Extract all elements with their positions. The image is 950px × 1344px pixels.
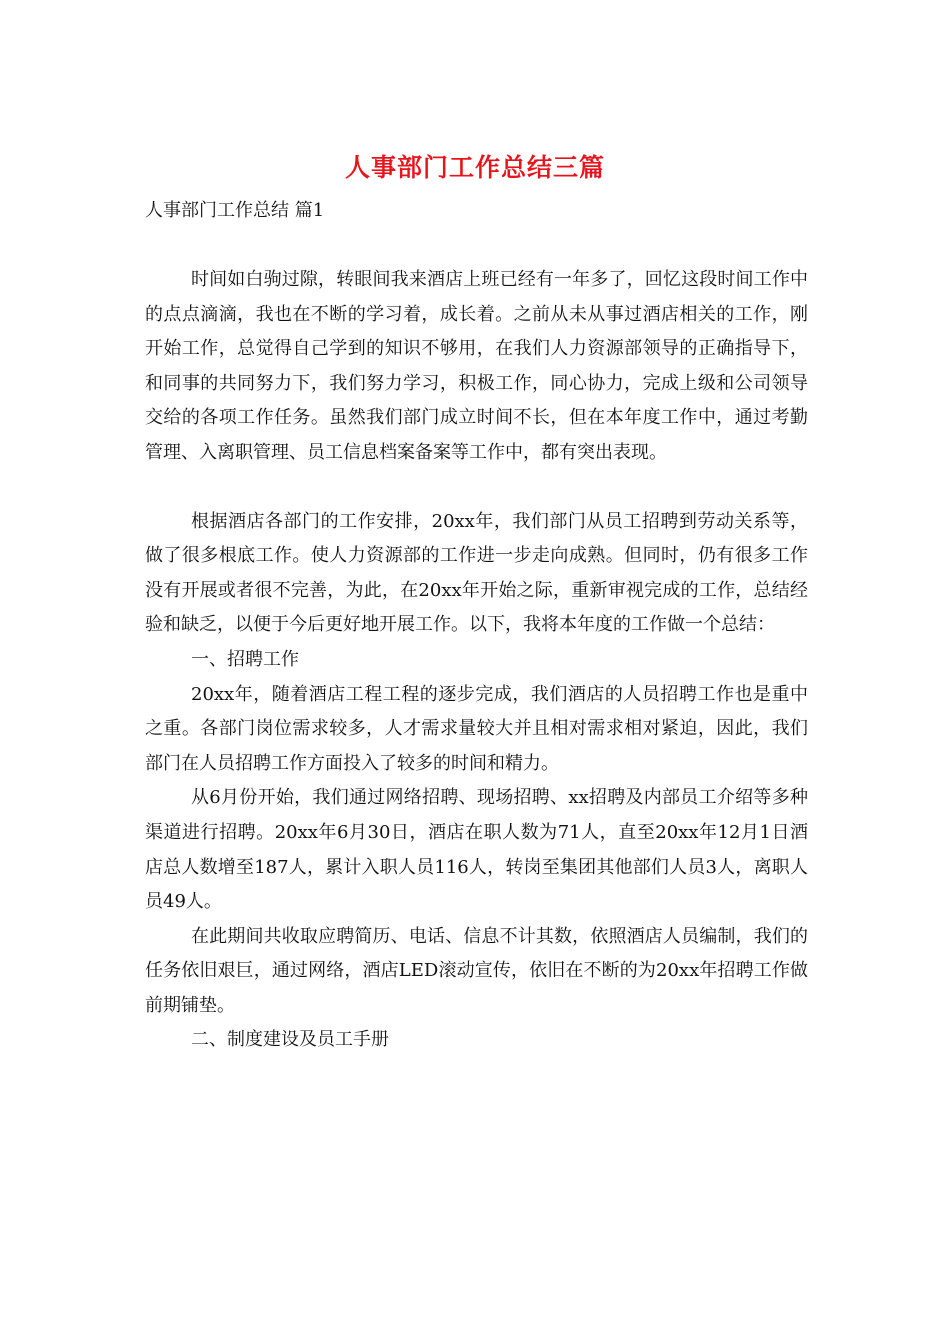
- heading-recruitment: 一、招聘工作: [191, 648, 299, 670]
- heading-system-building: 二、制度建设及员工手册: [191, 1029, 389, 1051]
- document-body: [145, 263, 808, 1058]
- paragraph-intro: 时间如白驹过隙，转眼间我来酒店上班已经有一年多了，回忆这段时间工作中的点点滴滴，我也在不断的学习着，成长着。之前从未从事过酒店相关的工作，刚开始工作，总觉得自己学到的知识不够用，在我们人力资源部领导的正确指导下，和同事的共同努力下，我们努力学习，积极工作，同心协力，完成上级和公司领导交给的各项工作任务。虽然我们部门成立时间不长，但在本年度工作中，通过考勤管理、入离职管理、员工信息档案备案等工作中，都有突出表现。: [145, 269, 808, 463]
- paragraph-recruitment-3: 在此期间共收取应聘简历、电话、信息不计其数，依照酒店人员编制，我们的任务依旧艰巨，通过网络，酒店LED滚动宣传，依旧在不断的为20xx年招聘工作做前期铺垫。: [145, 925, 808, 1016]
- section-subtitle: 人事部门工作总结 篇1: [145, 200, 325, 221]
- paragraph-recruitment-1: 20xx年，随着酒店工程工程的逐步完成，我们酒店的人员招聘工作也是重中之重。各部门岗位需求较多，人才需求量较大并且相对需求相对紧迫，因此，我们部门在人员招聘工作方面投入了较多的时间和精力。: [145, 683, 808, 774]
- paragraph-overview: 根据酒店各部门的工作安排，20xx年，我们部门从员工招聘到劳动关系等，做了很多根底工作。使人力资源部的工作进一步走向成熟。但同时，仍有很多工作没有开展或者很不完善，为此，在20xx年开始之际，重新审视完成的工作，总结经验和缺乏，以便于今后更好地开展工作。以下，我将本年度的工作做一个总结：: [145, 510, 808, 636]
- paragraph-recruitment-2: 从6月份开始，我们通过网络招聘、现场招聘、xx招聘及内部员工介绍等多种渠道进行招聘。20xx年6月30日，酒店在职人数为71人，直至20xx年12月1日酒店总人数增至187人，累计入职人员116人，转岗至集团其他部们人员3人，离职人员49人。: [145, 787, 808, 913]
- document-title: 人事部门工作总结三篇: [344, 153, 605, 182]
